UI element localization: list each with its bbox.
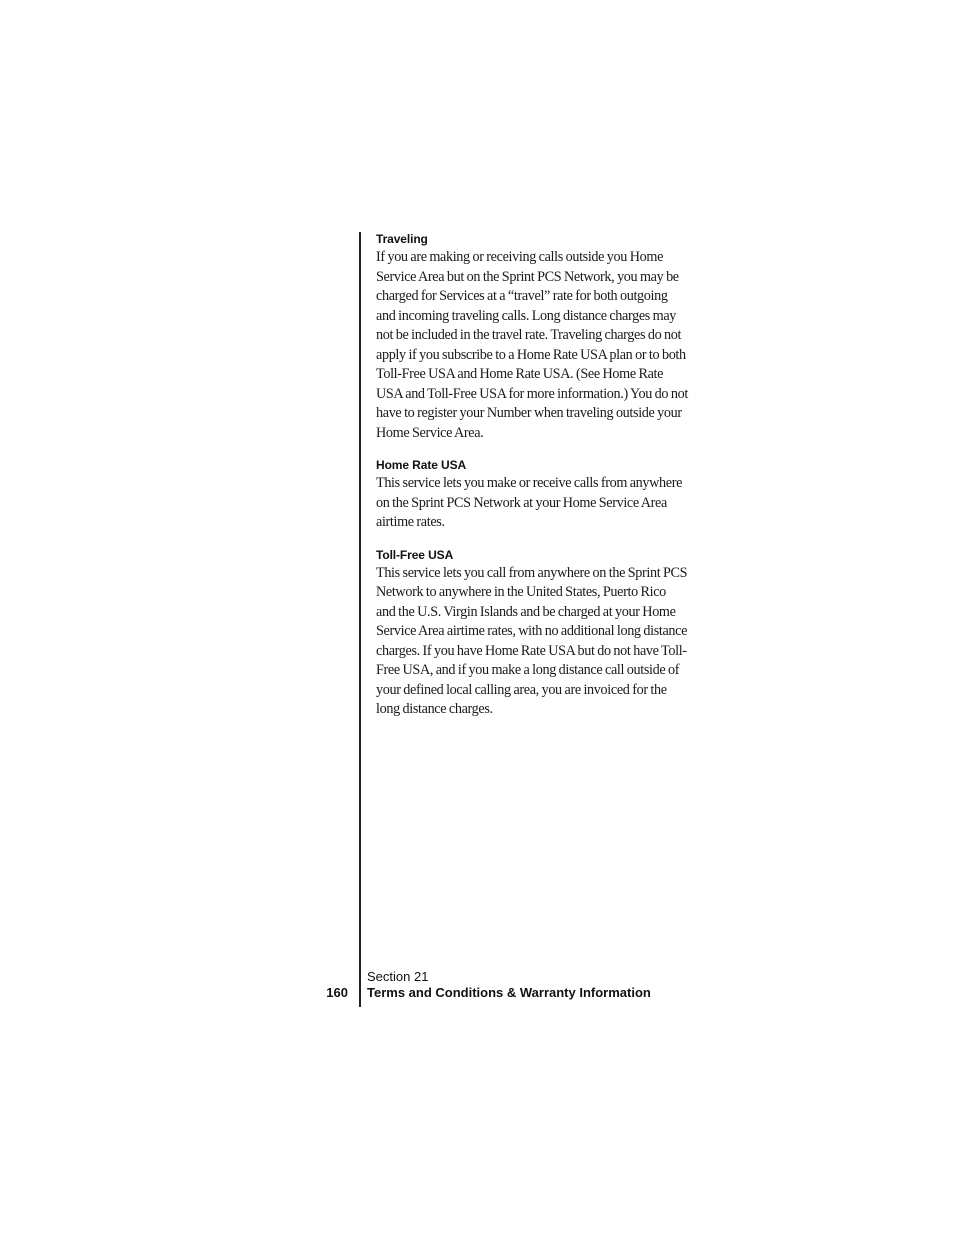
footer-title: Terms and Conditions & Warranty Information <box>367 985 651 1000</box>
footer-section-label: Section 21 <box>367 969 429 984</box>
section-home-rate-usa <box>376 456 688 533</box>
section-toll-free-usa <box>376 546 688 720</box>
section-body: If you are making or receiving calls outside you Home Service Area but on the Sprint PCS Network, you may be charged for Services at a “travel” rate for both outgoing and incoming traveling calls. Long distance charges may not be included in the travel rate. Traveling charges do not apply if you subscribe to a Home Rate USA plan or to both Toll-Free USA and Home Rate USA. (See Home Rate USA and Toll-Free USA for more information.) You do not have to register your Number when traveling outside your Home Service Area. <box>376 249 688 441</box>
section-body: This service lets you make or receive calls from anywhere on the Sprint PCS Network at your Home Service Area airtime rates. <box>376 475 683 530</box>
page-content <box>376 230 688 733</box>
page-number: 160 <box>326 985 348 1000</box>
section-traveling <box>376 230 688 443</box>
section-heading: Toll-Free USA <box>376 547 454 562</box>
section-heading: Traveling <box>376 232 428 246</box>
section-body: This service lets you call from anywhere on the Sprint PCS Network to anywhere in the United States, Puerto Rico and the U.S. Virgin Islands and be charged at your Home Service Area airtime rates, with no additional long distance charges. If you have Home Rate USA but do not have Toll-Free USA, and if you make a long distance call outside of your defined local calling area, you are invoiced for the long distance charges. <box>376 564 688 717</box>
vertical-margin-rule <box>359 232 361 1007</box>
section-heading: Home Rate USA <box>376 458 467 472</box>
